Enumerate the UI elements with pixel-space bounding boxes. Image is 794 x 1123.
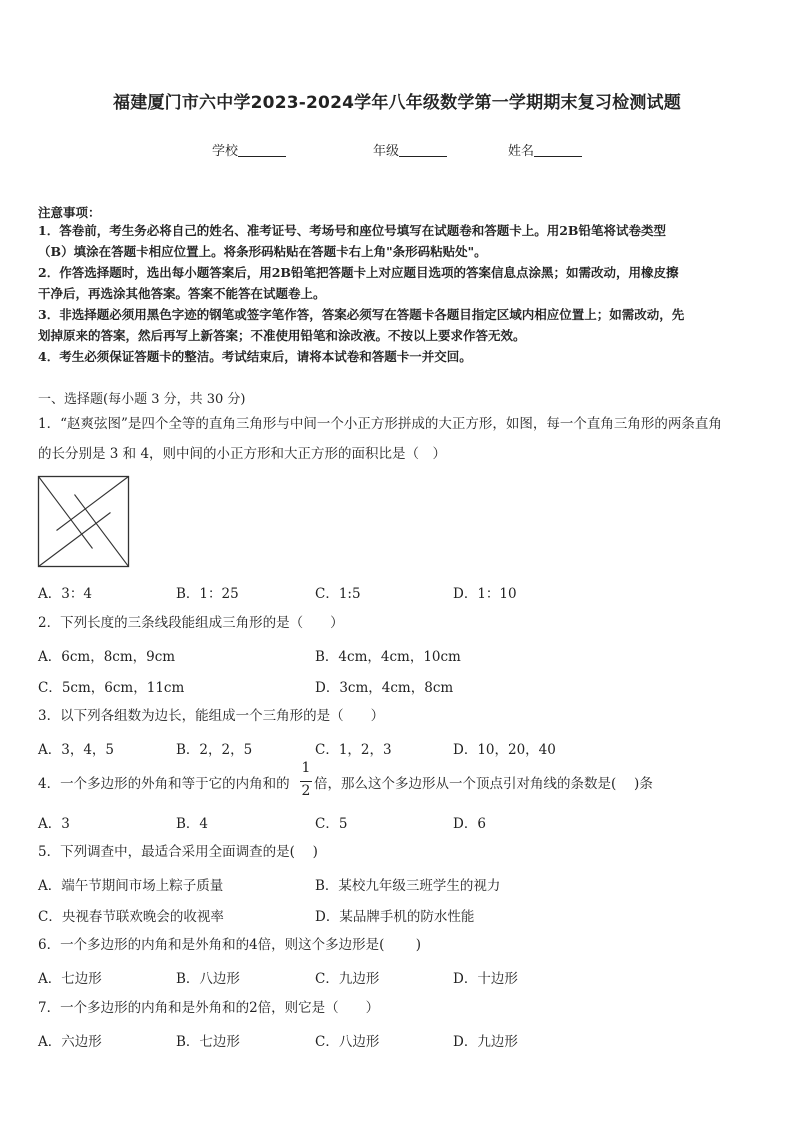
grade-blank — [399, 143, 447, 157]
q5-option-d: D．某品牌手机的防水性能 — [315, 909, 475, 925]
q6-option-c: C．九边形 — [315, 971, 380, 987]
q4-option-d: D．6 — [453, 816, 486, 832]
q2-option-d: D．3cm，4cm，8cm — [315, 680, 454, 696]
q4-option-b: B．4 — [176, 816, 209, 832]
notice-heading: 注意事项： — [38, 205, 101, 220]
fraction-numerator: 1 — [301, 760, 311, 776]
diagram-line — [57, 477, 129, 531]
outer-square — [39, 477, 129, 567]
q2-option-a: A．6cm，8cm，9cm — [38, 649, 176, 665]
notice-line: 3．非选择题必须用黑色字迹的钢笔或签字笔作答，答案必须写在答题卡各题目指定区域内相应位置上；如需改动，先 — [38, 307, 685, 322]
fraction-denominator: 2 — [301, 783, 311, 799]
q6-option-b: B．八边形 — [176, 971, 240, 987]
q1-option-c: C．1:5 — [315, 586, 361, 602]
diagram-line — [75, 495, 129, 567]
question-2-stem: 2．下列长度的三条线段能组成三角形的是（ ） — [38, 615, 344, 631]
q3-option-a: A．3，4，5 — [38, 742, 115, 758]
q5-option-a: A．端午节期间市场上粽子质量 — [38, 878, 224, 894]
notice-line: （B）填涂在答题卡相应位置上。将条形码粘贴在答题卡右上角"条形码粘贴处"。 — [38, 244, 487, 259]
q5-option-b: B．某校九年级三班学生的视力 — [315, 878, 501, 894]
grade-field — [373, 140, 447, 159]
question-7-stem: 7．一个多边形的内角和是外角和的2倍，则它是（ ） — [38, 1000, 380, 1016]
section-title: 一、选择题(每小题 3 分，共 30 分) — [38, 392, 246, 407]
notice-line: 2．作答选择题时，选出每小题答案后，用2B铅笔把答题卡上对应题目选项的答案信息点涂黑；如需改动，用橡皮擦 — [38, 265, 679, 280]
question-5-stem: 5．下列调查中，最适合采用全面调查的是( ) — [38, 844, 318, 860]
school-label: 学校 — [212, 144, 239, 159]
name-field — [508, 140, 582, 159]
q2-option-c: C．5cm，6cm，11cm — [38, 680, 185, 696]
q1-option-d: D．1：10 — [453, 586, 517, 602]
page-title: 福建厦门市六中学2023-2024学年八年级数学第一学期期末复习检测试题 — [113, 93, 681, 113]
question-4-stem-after: 倍，那么这个多边形从一个顶点引对角线的条数是( )条 — [314, 776, 653, 792]
q3-option-b: B．2，2，5 — [176, 742, 253, 758]
question-1-line2: 的长分别是 3 和 4，则中间的小正方形和大正方形的面积比是（ ） — [38, 446, 447, 462]
notice-line: 划掉原来的答案，然后再写上新答案；不准使用铅笔和涂改液。不按以上要求作答无效。 — [38, 328, 526, 343]
q4-option-c: C．5 — [315, 816, 348, 832]
q6-option-d: D．十边形 — [453, 971, 518, 987]
q4-option-a: A．3 — [38, 816, 70, 832]
q5-option-c: C．央视春节联欢晚会的收视率 — [38, 909, 224, 925]
name-label: 姓名 — [508, 144, 535, 159]
q7-option-b: B．七边形 — [176, 1034, 240, 1050]
q7-option-d: D．九边形 — [453, 1034, 518, 1050]
q3-option-d: D．10，20，40 — [453, 742, 556, 758]
zhaoshuang-diagram — [37, 475, 130, 568]
q6-option-a: A．七边形 — [38, 971, 102, 987]
q2-option-b: B．4cm，4cm，10cm — [315, 649, 461, 665]
question-3-stem: 3．以下列各组数为边长，能组成一个三角形的是（ ） — [38, 708, 385, 724]
question-1-line1: 1．“赵爽弦图”是四个全等的直角三角形与中间一个小正方形拼成的大正方形，如图，每一个直角三角形的两条直角 — [38, 416, 722, 432]
school-blank — [238, 143, 286, 157]
notice-line: 4．考生必须保证答题卡的整洁。考试结束后，请将本试卷和答题卡一并交回。 — [38, 349, 472, 364]
notice-line: 干净后，再选涂其他答案。答案不能答在试题卷上。 — [38, 286, 326, 301]
question-4-stem-before: 4．一个多边形的外角和等于它的内角和的 — [38, 776, 290, 792]
diagram-line — [39, 513, 111, 567]
q3-option-c: C．1，2，3 — [315, 742, 392, 758]
name-blank — [534, 143, 582, 157]
q7-option-a: A．六边形 — [38, 1034, 102, 1050]
q7-option-c: C．八边形 — [315, 1034, 380, 1050]
diagram-line — [39, 477, 93, 549]
q1-option-a: A．3：4 — [38, 586, 92, 602]
question-6-stem: 6．一个多边形的内角和是外角和的4倍，则这个多边形是( ) — [38, 937, 422, 953]
grade-label: 年级 — [373, 144, 400, 159]
school-field — [212, 140, 286, 159]
fraction-bar — [300, 781, 312, 782]
q1-option-b: B．1：25 — [176, 586, 239, 602]
notice-line: 1．答卷前，考生务必将自己的姓名、准考证号、考场号和座位号填写在试题卷和答题卡上。用2B铅笔将试卷类型 — [38, 223, 666, 238]
